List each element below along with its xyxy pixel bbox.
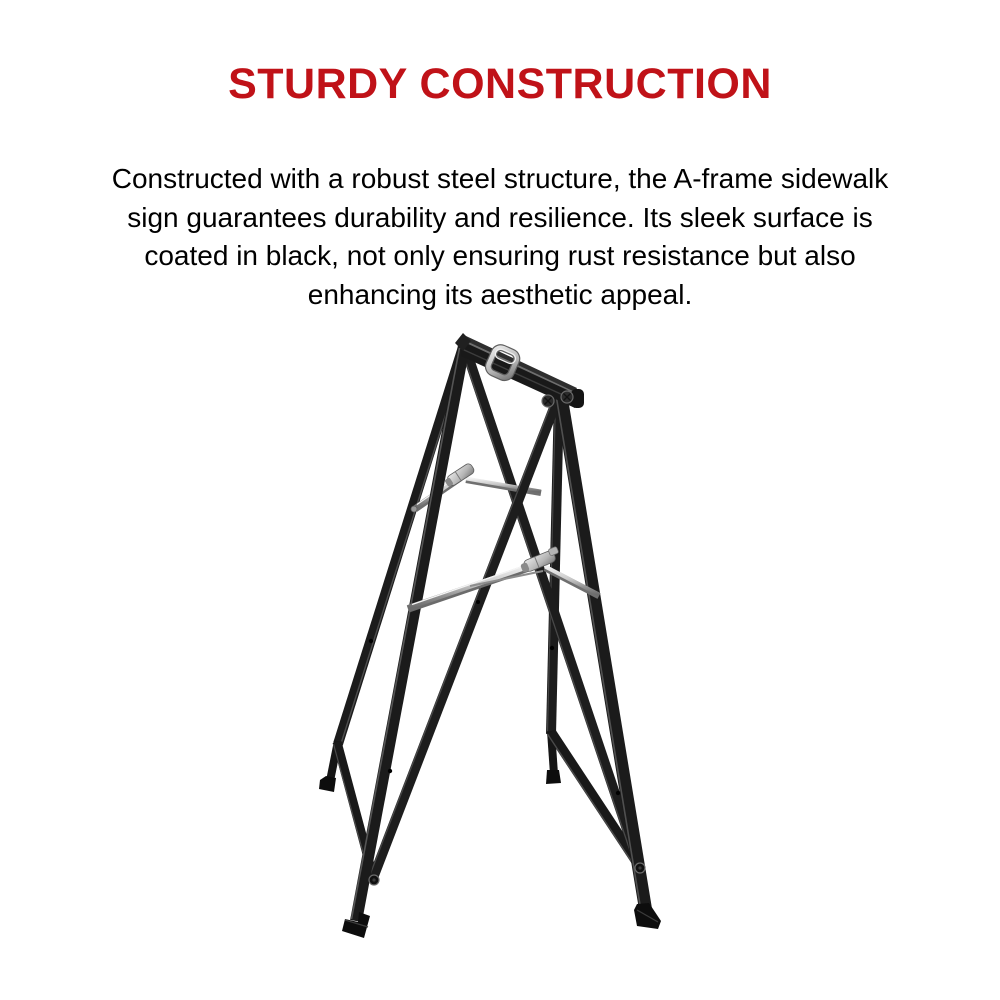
back-left-foot-cap: [319, 776, 336, 792]
description-line: Constructed with a robust steel structure, the A-frame sidewalk: [111, 163, 889, 194]
page-title: STURDY CONSTRUCTION: [228, 60, 772, 108]
back-right-foot-cap: [546, 770, 561, 784]
front-right-foot-bolt: [635, 863, 645, 873]
front-left-foot-bolt: [369, 875, 379, 885]
description-line: coated in black, not only ensuring rust resistance but also: [144, 240, 856, 271]
right-fold-brace: [408, 546, 599, 609]
front-right-foot-cap: [634, 903, 661, 929]
left-brace-lock-knob: [443, 462, 475, 488]
description-line: enhancing its aesthetic appeal.: [307, 278, 693, 310]
description-line: sign guarantees durability and resilience. Its sleek surface is: [127, 201, 873, 233]
